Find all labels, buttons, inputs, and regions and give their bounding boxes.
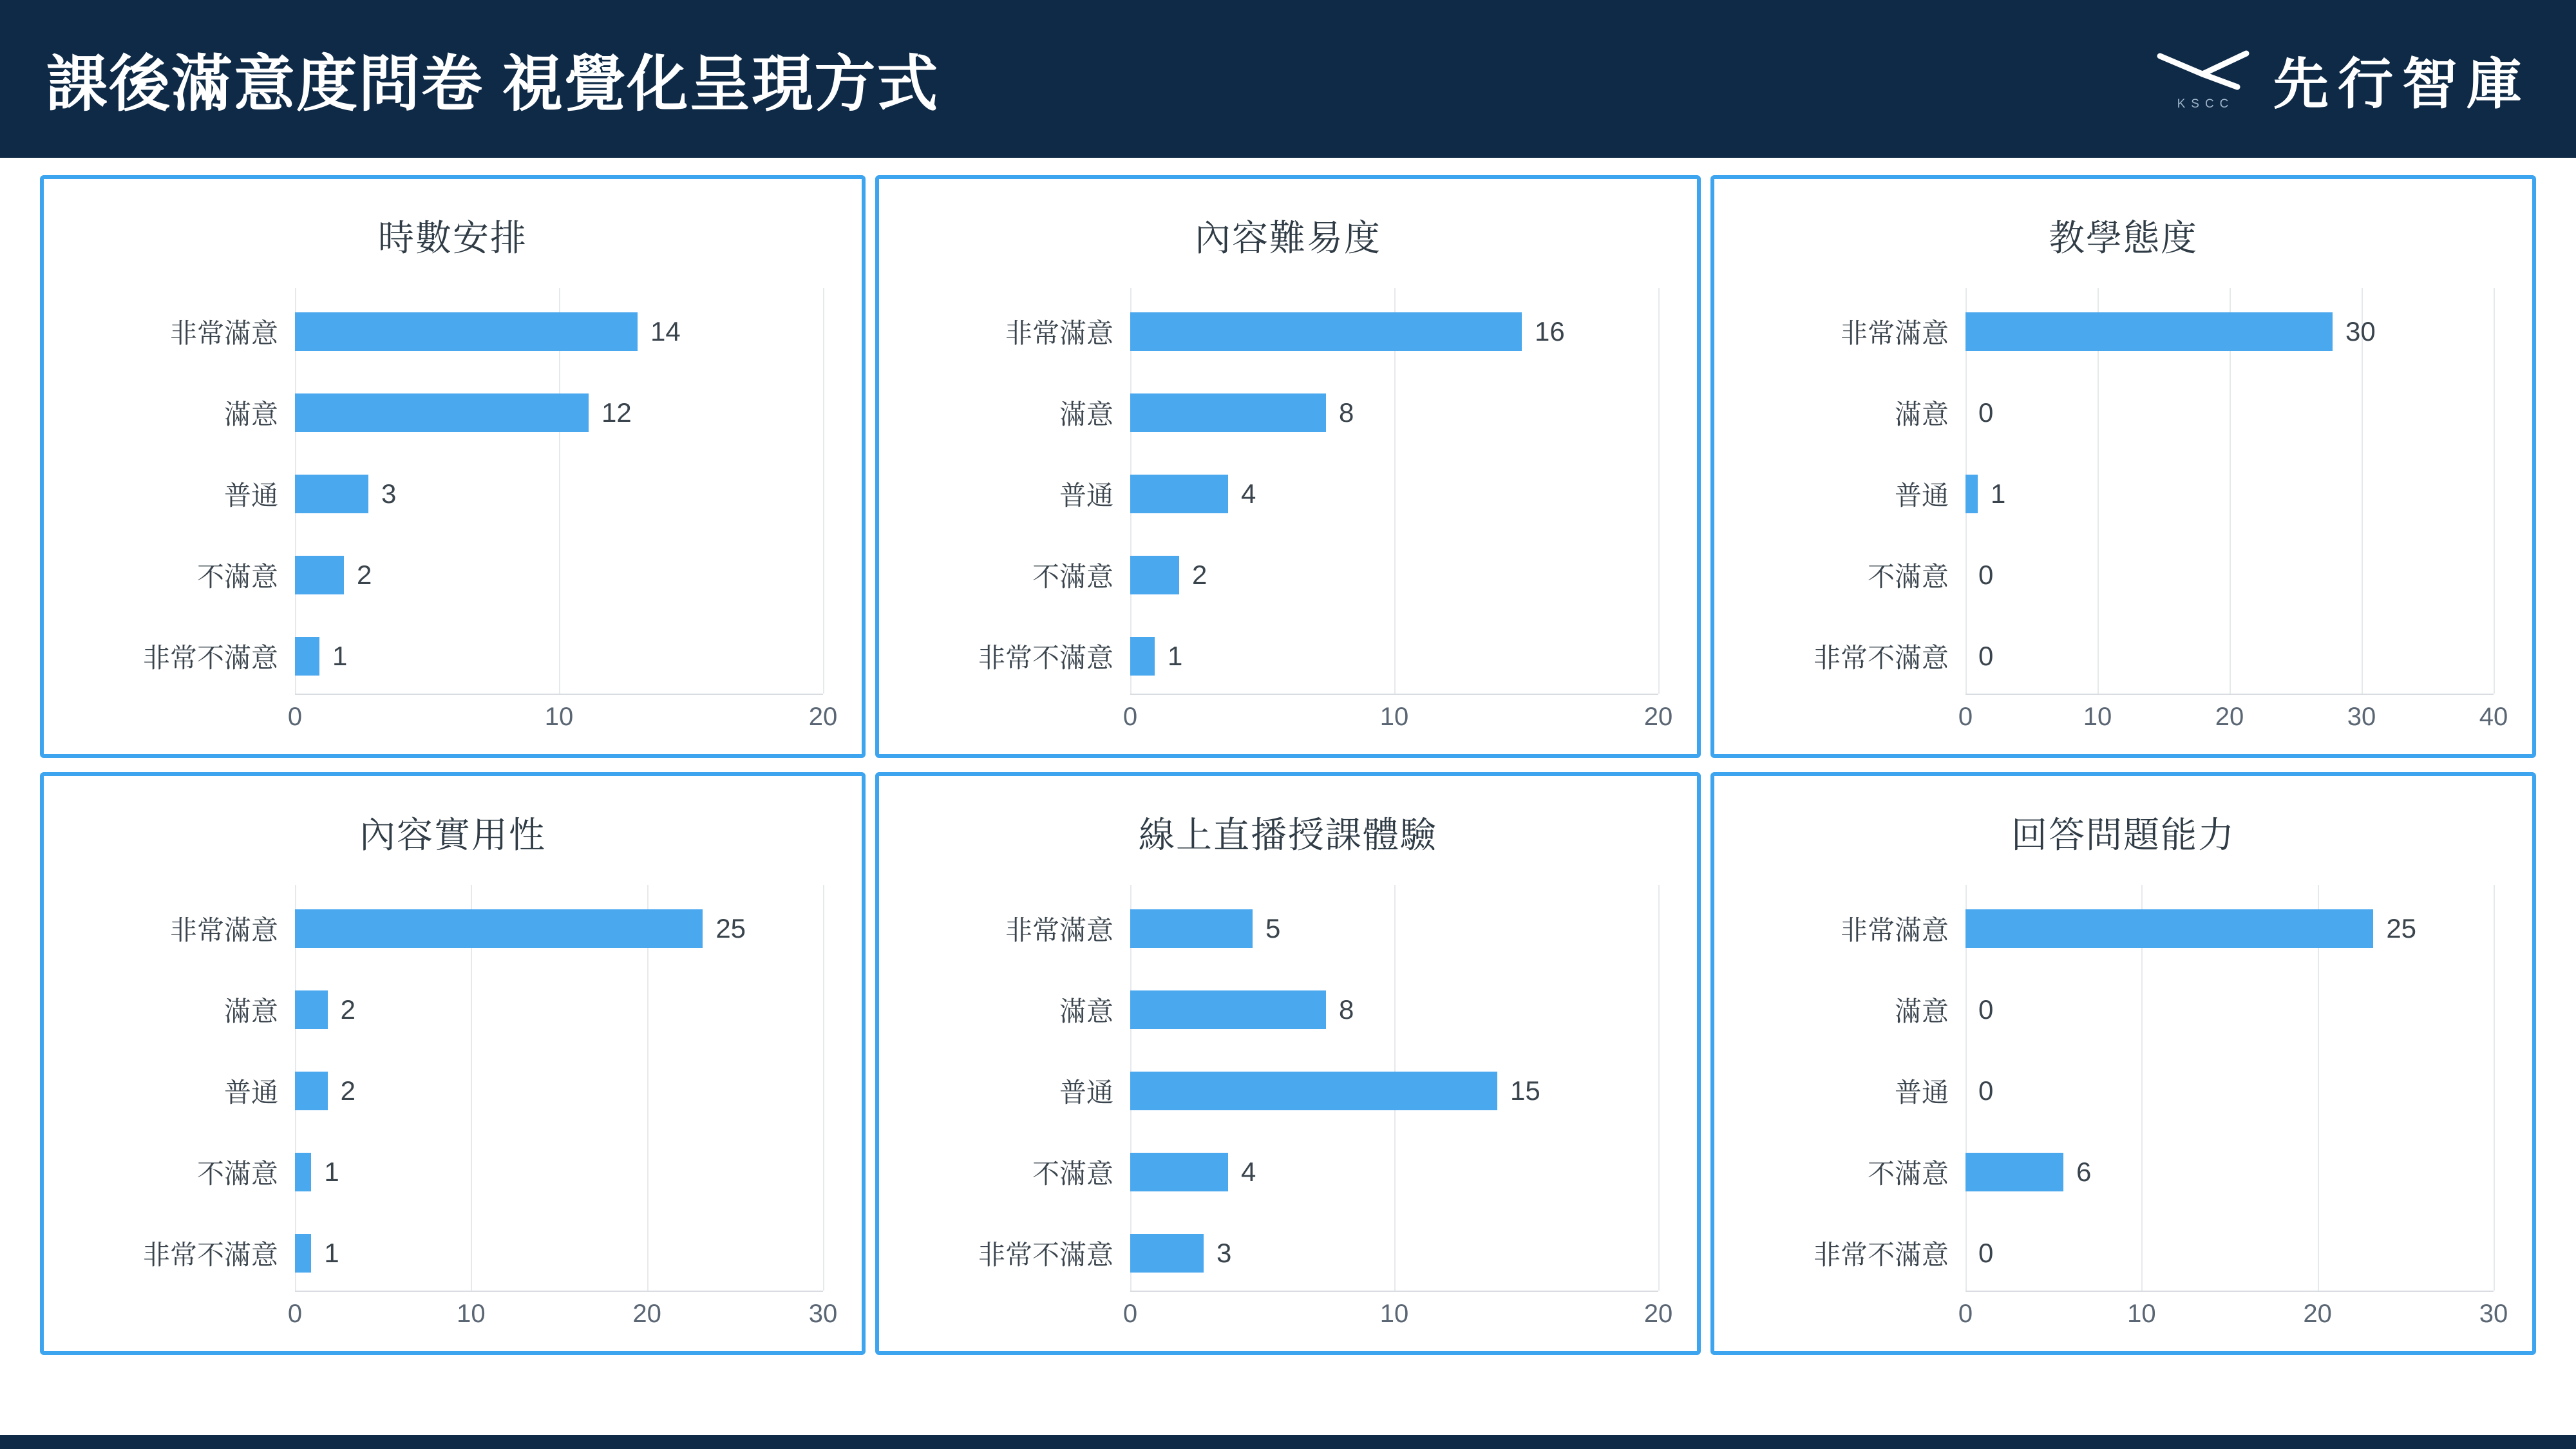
bar-track (1130, 372, 1697, 453)
bar (295, 393, 589, 432)
bar-row (879, 291, 1697, 372)
bar (1130, 1072, 1497, 1110)
page-title: 課後滿意度問卷 視覺化呈現方式 (46, 50, 940, 118)
bar-row (44, 1132, 862, 1213)
x-tick-label: 10 (2083, 703, 2112, 731)
brand-mark-icon (2155, 47, 2251, 111)
bar-value-label: 16 (1535, 316, 1565, 346)
category-label: 非常滿意 (169, 318, 278, 348)
bar-value-label: 4 (1241, 478, 1256, 509)
bar-value-label: 1 (1168, 641, 1183, 671)
category-label: 普通 (1059, 1077, 1113, 1108)
bar-row (44, 1213, 862, 1294)
bar-rows (44, 291, 862, 697)
bar-track (1130, 969, 1697, 1050)
bar-value-label: 25 (715, 913, 746, 943)
chart-plot-area (44, 276, 862, 754)
bar (295, 990, 328, 1029)
bar-row (1714, 1132, 2532, 1213)
bar-track (295, 616, 862, 697)
bar-track (1965, 888, 2532, 969)
bar-value-label: 0 (1978, 397, 1994, 428)
bar-value-label: 3 (1217, 1238, 1232, 1268)
chart-card (875, 175, 1701, 758)
bar-row (879, 1132, 1697, 1213)
bar-value-label: 14 (650, 316, 681, 346)
chart-plot-area (44, 873, 862, 1351)
x-tick-label: 0 (287, 703, 303, 731)
bar-row (44, 535, 862, 616)
category-label: 非常滿意 (169, 915, 278, 945)
bar-track (1965, 969, 2532, 1050)
x-tick-label: 10 (457, 1300, 486, 1328)
bar-row (44, 453, 862, 535)
bar-rows (1714, 291, 2532, 697)
category-label: 非常不滿意 (142, 643, 278, 673)
bar-track (295, 291, 862, 372)
bar-row (1714, 453, 2532, 535)
bar-value-label: 2 (340, 994, 356, 1025)
bar (295, 637, 319, 676)
category-label: 普通 (223, 1077, 278, 1108)
bar-track (1130, 291, 1697, 372)
x-tick-label: 30 (2479, 1300, 2508, 1328)
category-label: 普通 (1894, 480, 1949, 511)
bar-rows (879, 888, 1697, 1294)
category-label: 不滿意 (1867, 1159, 1949, 1189)
category-label: 不滿意 (1032, 562, 1113, 592)
x-tick-label: 10 (2127, 1300, 2156, 1328)
bar-value-label: 2 (1192, 560, 1208, 590)
bar-row (1714, 291, 2532, 372)
bar-track (1130, 616, 1697, 697)
x-tick-label: 0 (1122, 1300, 1138, 1328)
category-label: 滿意 (223, 399, 278, 430)
bar-value-label: 1 (332, 641, 348, 671)
bar (295, 312, 638, 351)
category-label: 非常不滿意 (1813, 1240, 1949, 1270)
bar-track (295, 1132, 862, 1213)
bar-value-label: 0 (1978, 994, 1994, 1025)
brand-name-label: 先行智庫 (2273, 53, 2531, 115)
bar (1130, 909, 1253, 948)
x-tick-label: 40 (2479, 703, 2508, 731)
bar (1130, 1153, 1228, 1191)
bar-value-label: 1 (324, 1157, 339, 1187)
category-label: 不滿意 (1032, 1159, 1113, 1189)
bar-track (1130, 1050, 1697, 1132)
bar (1130, 312, 1522, 351)
bar (295, 1072, 328, 1110)
bar-row (1714, 535, 2532, 616)
category-label: 非常滿意 (1005, 915, 1113, 945)
x-tick-label: 20 (808, 703, 838, 731)
bar (1965, 909, 2373, 948)
bar (1130, 475, 1228, 513)
chart-card (875, 772, 1701, 1355)
bar-track (1965, 1050, 2532, 1132)
category-label: 普通 (1894, 1077, 1949, 1108)
bar-track (1965, 535, 2532, 616)
category-label: 滿意 (1059, 399, 1113, 430)
brand-sub-label: KSCC (2177, 97, 2235, 111)
category-label: 不滿意 (196, 562, 278, 592)
bar-row (1714, 616, 2532, 697)
bar-value-label: 25 (2386, 913, 2417, 943)
bar-track (295, 1050, 862, 1132)
chart-card (40, 772, 866, 1355)
bar-value-label: 0 (1978, 560, 1994, 590)
x-tick-label: 0 (1958, 1300, 1973, 1328)
bar-row (44, 291, 862, 372)
bar-value-label: 0 (1978, 1075, 1994, 1106)
bar-value-label: 2 (357, 560, 372, 590)
chart-card (1710, 175, 2536, 758)
bar-track (1130, 1213, 1697, 1294)
bar-row (44, 969, 862, 1050)
bar-track (1130, 453, 1697, 535)
x-tick-label: 10 (1379, 703, 1409, 731)
bar-row (1714, 372, 2532, 453)
chart-title: 時數安排 (378, 218, 527, 258)
bar-row (879, 1213, 1697, 1294)
bar-value-label: 1 (324, 1238, 339, 1268)
bar-row (44, 888, 862, 969)
bar-row (879, 1050, 1697, 1132)
slide-header (0, 0, 2576, 158)
bar-row (879, 535, 1697, 616)
bar-value-label: 8 (1339, 994, 1354, 1025)
category-label: 普通 (1059, 480, 1113, 511)
bar (1130, 556, 1179, 594)
bar-track (295, 1213, 862, 1294)
bar-value-label: 3 (381, 478, 397, 509)
bar-rows (879, 291, 1697, 697)
x-tick-label: 10 (1379, 1300, 1409, 1328)
category-label: 非常滿意 (1840, 915, 1949, 945)
x-tick-label: 20 (632, 1300, 661, 1328)
x-tick-label: 20 (1643, 1300, 1673, 1328)
bar-row (44, 372, 862, 453)
bar-row (44, 616, 862, 697)
bar-track (1965, 453, 2532, 535)
x-tick-label: 0 (1958, 703, 1973, 731)
bar-row (879, 372, 1697, 453)
bar (295, 909, 703, 948)
bar (1965, 475, 1978, 513)
bar-track (295, 372, 862, 453)
category-label: 滿意 (1894, 399, 1949, 430)
bar-value-label: 15 (1510, 1075, 1540, 1106)
bar-value-label: 12 (601, 397, 632, 428)
bar-value-label: 1 (1991, 478, 2006, 509)
category-label: 非常不滿意 (978, 643, 1113, 673)
category-label: 不滿意 (196, 1159, 278, 1189)
category-label: 非常滿意 (1005, 318, 1113, 348)
category-label: 不滿意 (1867, 562, 1949, 592)
bar-track (295, 535, 862, 616)
bar (295, 475, 368, 513)
bar-track (295, 453, 862, 535)
bar (295, 556, 344, 594)
chart-title: 內容實用性 (359, 815, 546, 855)
bar-rows (1714, 888, 2532, 1294)
chart-plot-area (879, 276, 1697, 754)
chart-card (40, 175, 866, 758)
bar-value-label: 6 (2076, 1157, 2092, 1187)
category-label: 非常不滿意 (142, 1240, 278, 1270)
footer-bar (0, 1435, 2576, 1449)
bar-track (1130, 888, 1697, 969)
category-label: 普通 (223, 480, 278, 511)
bar (1965, 312, 2333, 351)
bar (295, 1153, 311, 1191)
bar-track (1130, 1132, 1697, 1213)
chart-card (1710, 772, 2536, 1355)
bar-track (1130, 535, 1697, 616)
x-tick-label: 20 (1643, 703, 1673, 731)
x-tick-label: 30 (808, 1300, 838, 1328)
bar-value-label: 30 (2345, 316, 2376, 346)
bar-row (1714, 1213, 2532, 1294)
bar-row (879, 969, 1697, 1050)
x-tick-label: 30 (2347, 703, 2376, 731)
bar-track (1965, 616, 2532, 697)
bar-value-label: 0 (1978, 641, 1994, 671)
chart-title: 回答問題能力 (2011, 815, 2235, 855)
category-label: 滿意 (223, 996, 278, 1027)
bar-value-label: 4 (1241, 1157, 1256, 1187)
chart-plot-area (1714, 873, 2532, 1351)
chart-title: 教學態度 (2049, 218, 2198, 258)
bar-row (879, 453, 1697, 535)
chart-plot-area (879, 873, 1697, 1351)
bar-value-label: 2 (340, 1075, 356, 1106)
bar-track (295, 969, 862, 1050)
bar-rows (44, 888, 862, 1294)
bar (1130, 637, 1155, 676)
chart-title: 線上直播授課體驗 (1139, 815, 1437, 855)
bar (1130, 990, 1326, 1029)
bar-value-label: 5 (1265, 913, 1281, 943)
category-label: 非常不滿意 (978, 1240, 1113, 1270)
brand-logo (2155, 39, 2531, 119)
bar-row (1714, 1050, 2532, 1132)
bar (1130, 393, 1326, 432)
category-label: 滿意 (1059, 996, 1113, 1027)
bar-track (1965, 291, 2532, 372)
chart-grid (40, 175, 2536, 1355)
bar-track (1965, 1132, 2532, 1213)
bar-row (879, 616, 1697, 697)
x-tick-label: 0 (1122, 703, 1138, 731)
bar-row (1714, 888, 2532, 969)
chart-title: 內容難易度 (1195, 218, 1381, 258)
category-label: 非常滿意 (1840, 318, 1949, 348)
x-tick-label: 20 (2303, 1300, 2332, 1328)
bar-value-label: 8 (1339, 397, 1354, 428)
bar-row (879, 888, 1697, 969)
bar-track (1965, 372, 2532, 453)
x-tick-label: 0 (287, 1300, 303, 1328)
bar-row (44, 1050, 862, 1132)
bar (295, 1234, 311, 1273)
bar-value-label: 0 (1978, 1238, 1994, 1268)
x-tick-label: 20 (2215, 703, 2244, 731)
bar (1130, 1234, 1204, 1273)
bar-track (295, 888, 862, 969)
x-tick-label: 10 (544, 703, 574, 731)
category-label: 滿意 (1894, 996, 1949, 1027)
chart-plot-area (1714, 276, 2532, 754)
bar (1965, 1153, 2063, 1191)
bar-track (1965, 1213, 2532, 1294)
bar-row (1714, 969, 2532, 1050)
category-label: 非常不滿意 (1813, 643, 1949, 673)
